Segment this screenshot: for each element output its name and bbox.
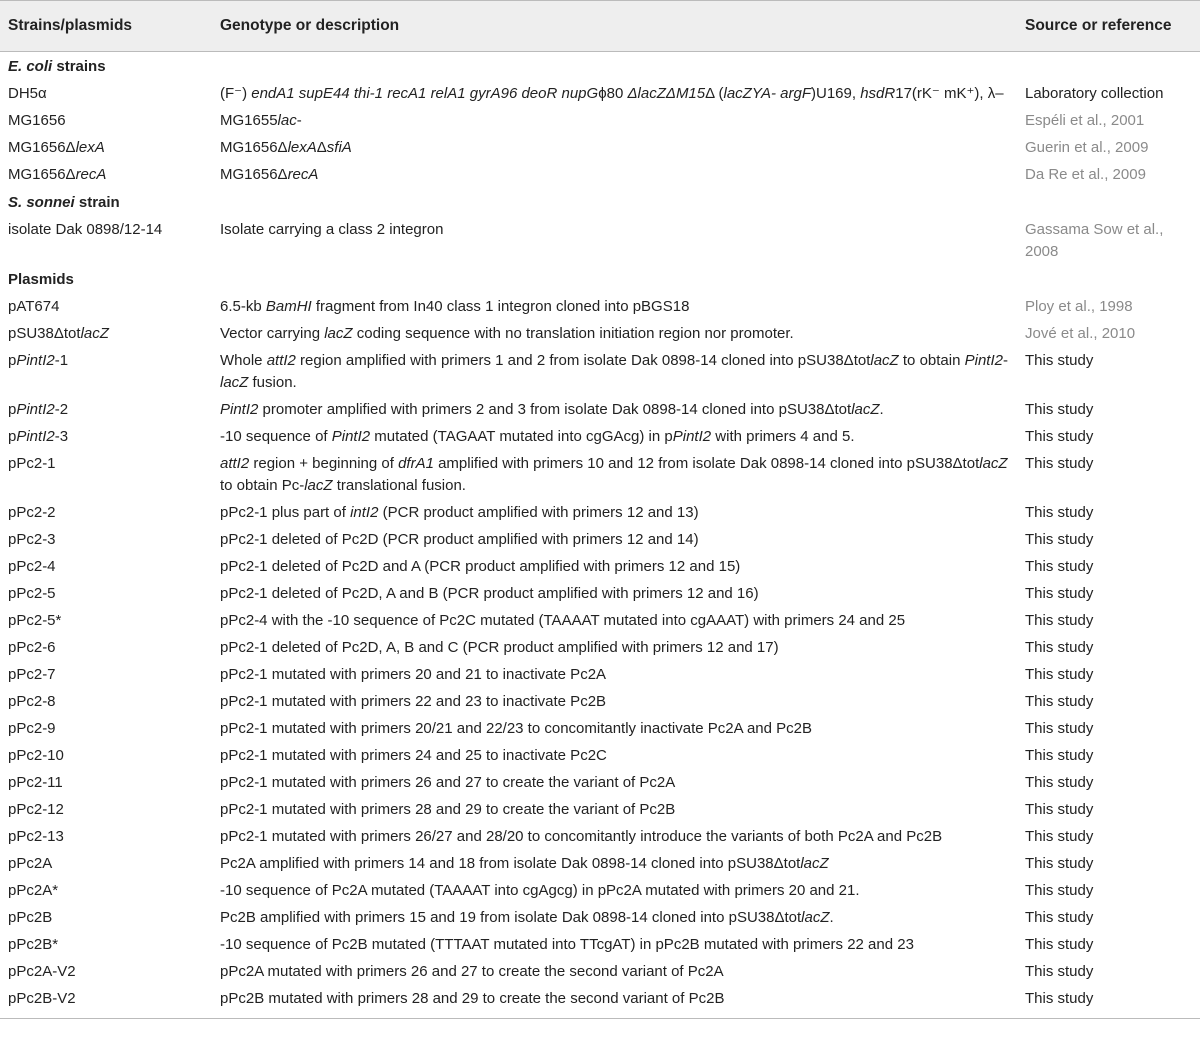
section-row [0,188,1200,216]
cell-description: MG1656ΔlexAΔsfiA [220,138,352,156]
cell-name: pPintI2-3 [8,427,69,445]
cell-name: pPc2-4 [8,557,56,575]
cell-name: pPc2-2 [8,503,56,521]
cell-description: pPc2-1 mutated with primers 28 and 29 to create the variant of Pc2B [220,800,676,818]
table-row [0,931,1200,958]
cell-source: This study [1025,351,1094,369]
cell-name: pPc2A-V2 [8,962,76,980]
table-row [0,80,1200,107]
cell-name: DH5α [8,84,47,102]
reference-link[interactable]: Jové et al., 2010 [1025,324,1136,342]
cell-name: MG1656ΔrecA [8,165,107,183]
cell-name: pPintI2-2 [8,400,69,418]
table-row [0,499,1200,526]
table-row [0,769,1200,796]
section-title: E. coli strains [8,58,106,75]
table-row [0,985,1200,1018]
table-row [0,661,1200,688]
cell-source: This study [1025,611,1094,629]
table-row [0,607,1200,634]
cell-name: pPc2-8 [8,692,56,710]
section-title: Plasmids [8,271,74,288]
cell-name: pPc2-9 [8,719,56,737]
cell-source: This study [1025,454,1094,472]
table-row [0,347,1200,396]
table-body [0,52,1200,1019]
cell-description: -10 sequence of PintI2 mutated (TAGAAT mutated into cgGAcg) in pPintI2 with primers 4 and 5. [220,427,855,445]
cell-description: pPc2-1 mutated with primers 24 and 25 to inactivate Pc2C [220,746,607,764]
table-header [0,1,1200,52]
cell-description: pPc2-1 mutated with primers 20 and 21 to inactivate Pc2A [220,665,607,683]
cell-source: This study [1017,985,1200,1018]
table-row [0,580,1200,607]
cell-source: This study [1025,881,1094,899]
cell-name: pPc2A* [8,881,59,899]
cell-source: This study [1025,692,1094,710]
table-row [0,107,1200,134]
cell-description: Pc2B amplified with primers 15 and 19 from isolate Dak 0898-14 cloned into pSU38ΔtotlacZ. [220,908,834,926]
cell-description: pPc2-1 mutated with primers 26 and 27 to create the variant of Pc2A [220,773,676,791]
cell-description: pPc2-1 mutated with primers 20/21 and 22/23 to concomitantly inactivate Pc2A and Pc2B [220,719,813,737]
cell-description: MG1655lac- [220,111,302,129]
cell-name: pPc2-13 [8,827,64,845]
cell-source: This study [1025,854,1094,872]
cell-source: This study [1025,530,1094,548]
table-row [0,293,1200,320]
reference-link[interactable]: Gassama Sow et al., 2008 [1025,220,1164,260]
cell-description: -10 sequence of Pc2A mutated (TAAAAT into cgAgcg) in pPc2A mutated with primers 20 and 21. [220,881,860,899]
cell-source: This study [1025,800,1094,818]
cell-description: Whole attI2 region amplified with primers 1 and 2 from isolate Dak 0898-14 cloned into pSU38ΔtotlacZ to obtain PintI2-lacZ fusion. [220,351,1008,391]
cell-source: This study [1025,962,1094,980]
cell-name: pPc2-12 [8,800,64,818]
cell-name: pPc2-11 [8,773,63,791]
cell-name: pPc2B* [8,935,59,953]
reference-link[interactable]: Espéli et al., 2001 [1025,111,1145,129]
header-strains: Strains/plasmids [0,1,212,52]
cell-name: pPc2-7 [8,665,56,683]
table-row [0,553,1200,580]
cell-name: pPc2-1 [8,454,56,472]
reference-link[interactable]: Da Re et al., 2009 [1025,165,1146,183]
cell-description: Pc2A amplified with primers 14 and 18 from isolate Dak 0898-14 cloned into pSU38ΔtotlacZ [220,854,829,872]
reference-link[interactable]: Guerin et al., 2009 [1025,138,1149,156]
cell-description: -10 sequence of Pc2B mutated (TTTAAT mutated into TTcgAT) in pPc2B mutated with primers 22 and 23 [220,935,914,953]
cell-source: This study [1025,584,1094,602]
cell-description: (F⁻) endA1 supE44 thi-1 recA1 relA1 gyrA96 deoR nupGϕ80 ΔlacZΔM15Δ (lacZYA- argF)U169, hsdR17(rK⁻ mK⁺), λ– [220,84,1004,102]
header-row [0,1,1200,52]
cell-name: MG1656ΔlexA [8,138,105,156]
cell-description: attI2 region + beginning of dfrA1 amplified with primers 10 and 12 from isolate Dak 0898-14 cloned into pSU38ΔtotlacZ to obtain Pc-lacZ translational fusion. [220,454,1008,494]
cell-description: pPc2-1 deleted of Pc2D and A (PCR product amplified with primers 12 and 15) [220,557,741,575]
table-row [0,958,1200,985]
cell-description: pPc2-4 with the -10 sequence of Pc2C mutated (TAAAAT mutated into cgAAAT) with primers 24 and 25 [220,611,906,629]
cell-name: pPc2B [8,908,53,926]
header-source: Source or reference [1017,1,1200,52]
cell-name: pPc2-6 [8,638,56,656]
cell-name: pPc2A [8,854,53,872]
section-row [0,52,1200,81]
reference-link[interactable]: Ploy et al., 1998 [1025,297,1133,315]
cell-description: pPc2-1 mutated with primers 26/27 and 28/20 to concomitantly introduce the variants of both Pc2A and Pc2B [220,827,943,845]
table-row [0,320,1200,347]
cell-source: This study [1025,935,1094,953]
cell-description: PintI2 promoter amplified with primers 2 and 3 from isolate Dak 0898-14 cloned into pSU38ΔtotlacZ. [220,400,884,418]
cell-source: This study [1025,638,1094,656]
table-row [0,823,1200,850]
cell-description: Isolate carrying a class 2 integron [220,220,444,238]
cell-name: isolate Dak 0898/12-14 [8,220,163,238]
cell-description: pPc2A mutated with primers 26 and 27 to create the second variant of Pc2A [220,962,724,980]
cell-name: pAT674 [8,297,60,315]
cell-name: pPc2-10 [8,746,64,764]
table-row [0,850,1200,877]
cell-source: This study [1025,427,1094,445]
table-row [0,423,1200,450]
cell-source: This study [1025,773,1094,791]
table-row [0,742,1200,769]
table-row [0,715,1200,742]
cell-name: pPintI2-1 [8,351,69,369]
cell-source: This study [1025,503,1094,521]
cell-source: This study [1025,827,1094,845]
table-row [0,526,1200,553]
cell-description: pPc2-1 deleted of Pc2D, A, B and C (PCR product amplified with primers 12 and 17) [220,638,779,656]
cell-description: MG1656ΔrecA [220,165,319,183]
table-row [0,634,1200,661]
table-row [0,396,1200,423]
table-row [0,877,1200,904]
cell-description: pPc2B mutated with primers 28 and 29 to create the second variant of Pc2B [212,985,1017,1018]
table-row [0,216,1200,265]
cell-name: MG1656 [8,111,66,129]
cell-source: This study [1025,746,1094,764]
cell-source: This study [1025,908,1094,926]
table-row [0,134,1200,161]
table-row [0,688,1200,715]
cell-name: pPc2-3 [8,530,56,548]
table-row [0,904,1200,931]
cell-description: pPc2-1 plus part of intI2 (PCR product amplified with primers 12 and 13) [220,503,699,521]
cell-name: pPc2-5 [8,584,56,602]
cell-description: pPc2-1 mutated with primers 22 and 23 to inactivate Pc2B [220,692,607,710]
cell-description: 6.5-kb BamHI fragment from In40 class 1 integron cloned into pBGS18 [220,297,690,315]
cell-source: This study [1025,557,1094,575]
cell-description: pPc2-1 deleted of Pc2D (PCR product amplified with primers 12 and 14) [220,530,699,548]
cell-source: Laboratory collection [1025,84,1164,102]
cell-name: pSU38ΔtotlacZ [8,324,109,342]
header-genotype: Genotype or description [212,1,1017,52]
cell-source: This study [1025,400,1094,418]
cell-description: Vector carrying lacZ coding sequence with no translation initiation region nor promoter. [220,324,794,342]
cell-source: This study [1025,665,1094,683]
cell-name: pPc2B-V2 [0,985,212,1018]
cell-name: pPc2-5* [8,611,62,629]
table-row [0,161,1200,188]
table-row [0,796,1200,823]
section-title: S. sonnei strain [8,194,120,211]
cell-description: pPc2-1 deleted of Pc2D, A and B (PCR product amplified with primers 12 and 16) [220,584,759,602]
section-row [0,265,1200,293]
table-row [0,450,1200,499]
cell-source: This study [1025,719,1094,737]
